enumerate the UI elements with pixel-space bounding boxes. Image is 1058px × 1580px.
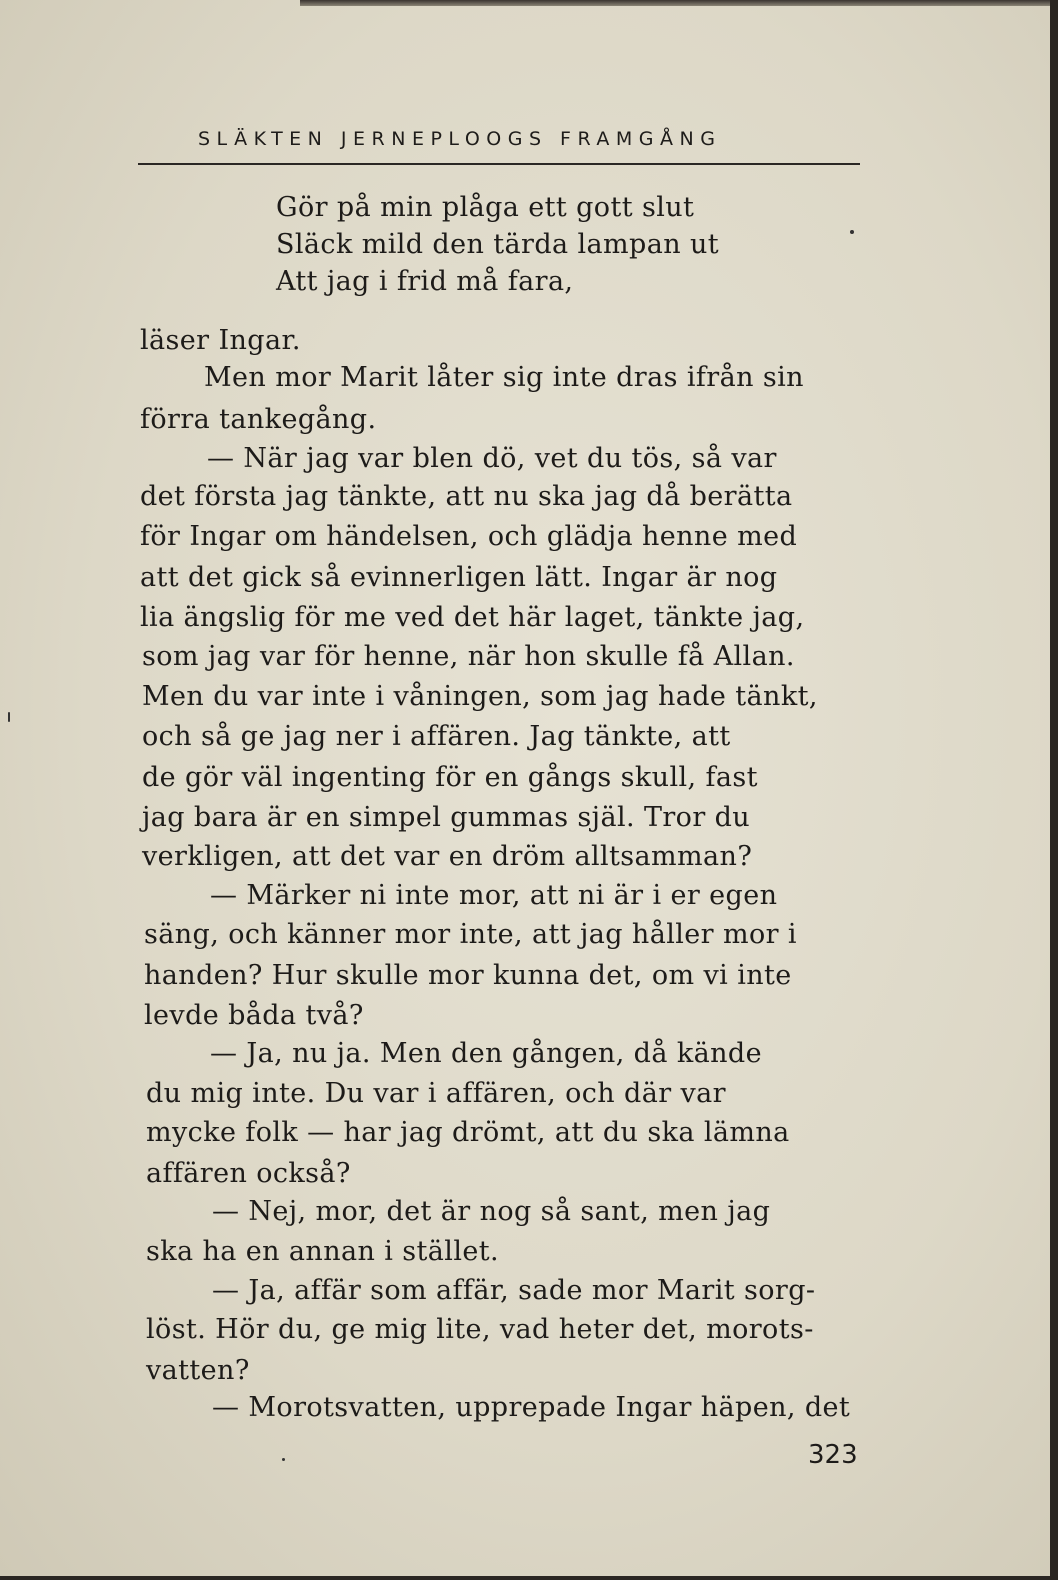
text-line: lia ängslig för me ved det här laget, tänkte jag, xyxy=(140,602,805,633)
text-line: — Ja, nu ja. Men den gången, då kände xyxy=(210,1038,762,1069)
text-line: — Morotsvatten, upprepade Ingar häpen, det xyxy=(212,1392,851,1423)
text-line: förra tankegång. xyxy=(140,404,377,435)
text-line: affären också? xyxy=(146,1158,351,1189)
text-line: verkligen, att det var en dröm alltsamman? xyxy=(142,841,753,872)
text-line: levde båda två? xyxy=(144,1000,364,1031)
text-line: vatten? xyxy=(146,1355,250,1386)
print-speck xyxy=(282,1458,285,1461)
text-line: ska ha en annan i stället. xyxy=(146,1236,499,1267)
text-line: och så ge jag ner i affären. Jag tänkte, att xyxy=(142,721,731,752)
header-rule xyxy=(138,163,860,165)
text-line: — Ja, affär som affär, sade mor Marit sorg- xyxy=(212,1275,816,1306)
text-line: för Ingar om händelsen, och glädja henne med xyxy=(140,521,798,552)
text-line: — När jag var blen dö, vet du tös, så var xyxy=(207,443,777,474)
text-line: handen? Hur skulle mor kunna det, om vi inte xyxy=(144,960,792,991)
text-line: mycke folk — har jag drömt, att du ska lämna xyxy=(146,1117,790,1148)
text-line: säng, och känner mor inte, att jag håller mor i xyxy=(144,919,797,950)
print-speck xyxy=(850,230,854,234)
verse-line: Gör på min plåga ett gott slut xyxy=(276,192,695,223)
text-line: det första jag tänkte, att nu ska jag då berätta xyxy=(140,481,793,512)
page-number: 323 xyxy=(808,1440,858,1470)
text-line: — Märker ni inte mor, att ni är i er egen xyxy=(210,880,778,911)
text-line: Men du var inte i våningen, som jag hade tänkt, xyxy=(142,681,818,712)
text-line: att det gick så evinnerligen lätt. Ingar är nog xyxy=(140,562,778,593)
text-line: de gör väl ingenting för en gångs skull, fast xyxy=(142,762,758,793)
verse-line: Att jag i frid må fara, xyxy=(276,266,574,297)
text-line: läser Ingar. xyxy=(140,325,301,356)
verse-line: Släck mild den tärda lampan ut xyxy=(276,229,720,260)
text-line: Men mor Marit låter sig inte dras ifrån sin xyxy=(204,362,804,393)
text-line: du mig inte. Du var i affären, och där var xyxy=(146,1078,726,1109)
text-line: jag bara är en simpel gummas själ. Tror du xyxy=(142,802,751,833)
text-line: — Nej, mor, det är nog så sant, men jag xyxy=(212,1196,771,1227)
text-line: löst. Hör du, ge mig lite, vad heter det, morots- xyxy=(146,1314,814,1345)
print-speck xyxy=(8,712,10,722)
text-line: som jag var för henne, när hon skulle få Allan. xyxy=(142,641,795,672)
page-top-shadow xyxy=(300,0,1050,6)
running-header: SLÄKTEN JERNEPLOOGS FRAMGÅNG xyxy=(198,128,722,150)
